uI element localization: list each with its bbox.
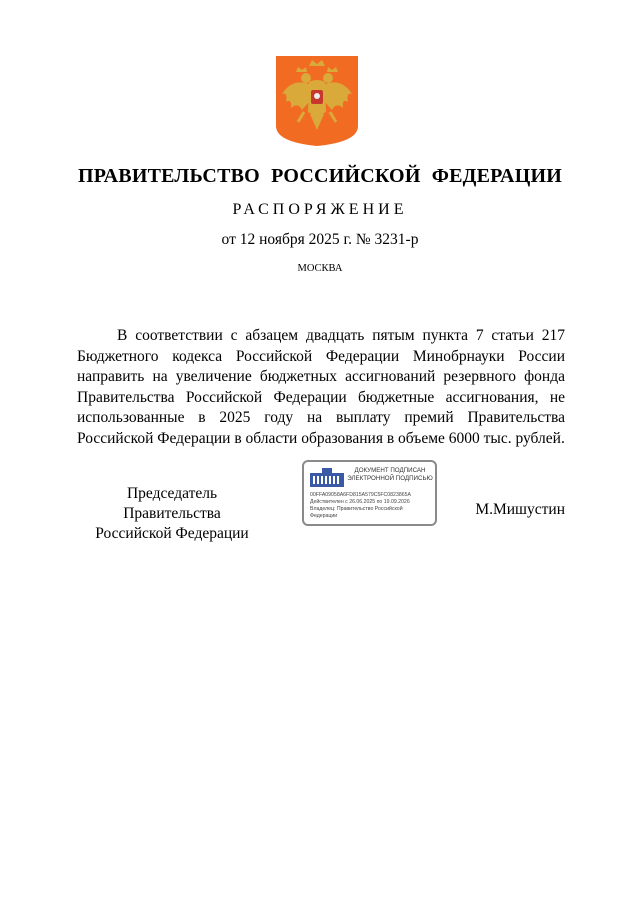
government-building-icon — [310, 467, 344, 487]
government-title: ПРАВИТЕЛЬСТВО РОССИЙСКОЙ ФЕДЕРАЦИИ — [78, 165, 562, 187]
stamp-certificate: 00FFA09058A6FD815A579C5FC0823865A — [310, 492, 411, 498]
city-name: МОСКВА — [297, 263, 343, 274]
document-dateline: от 12 ноября 2025 г. № 3231-р — [221, 231, 419, 248]
signatory-position-line2: Российской Федерации — [95, 525, 249, 542]
stamp-heading — [346, 467, 434, 483]
signatory-name: М.Мишустин — [475, 501, 565, 518]
stamp-owner-line1: Владелец: Правительство Российской — [310, 506, 403, 512]
coat-of-arms-emblem — [276, 56, 358, 146]
stamp-owner-line2: Федерации — [310, 513, 338, 519]
order-body-paragraph: В соответствии с абзацем двадцать пятым пункта 7 статьи 217 Бюджетного кодекса Российской Федерации Минобрнауки России направить на увеличение бюджетных ассигнований резервного фонда Правительства Российской Федерации бюджетные ассигнования, не использованные в 2025 году на выплату премий Правительства Российской Федерации в области образования в объеме 6000 тыс. рублей. — [77, 327, 565, 447]
stamp-heading-line1: ДОКУМЕНТ ПОДПИСАН — [354, 467, 426, 474]
stamp-validity: Действителен с 26.06.2025 по 19.09.2026 — [310, 499, 410, 505]
document-type: РАСПОРЯЖЕНИЕ — [232, 201, 408, 218]
stamp-heading-line2: ЭЛЕКТРОННОЙ ПОДПИСЬЮ — [347, 475, 433, 482]
signatory-position-line1: Председатель Правительства — [123, 485, 221, 522]
signatory-position — [77, 484, 267, 544]
electronic-signature-stamp — [302, 460, 437, 526]
